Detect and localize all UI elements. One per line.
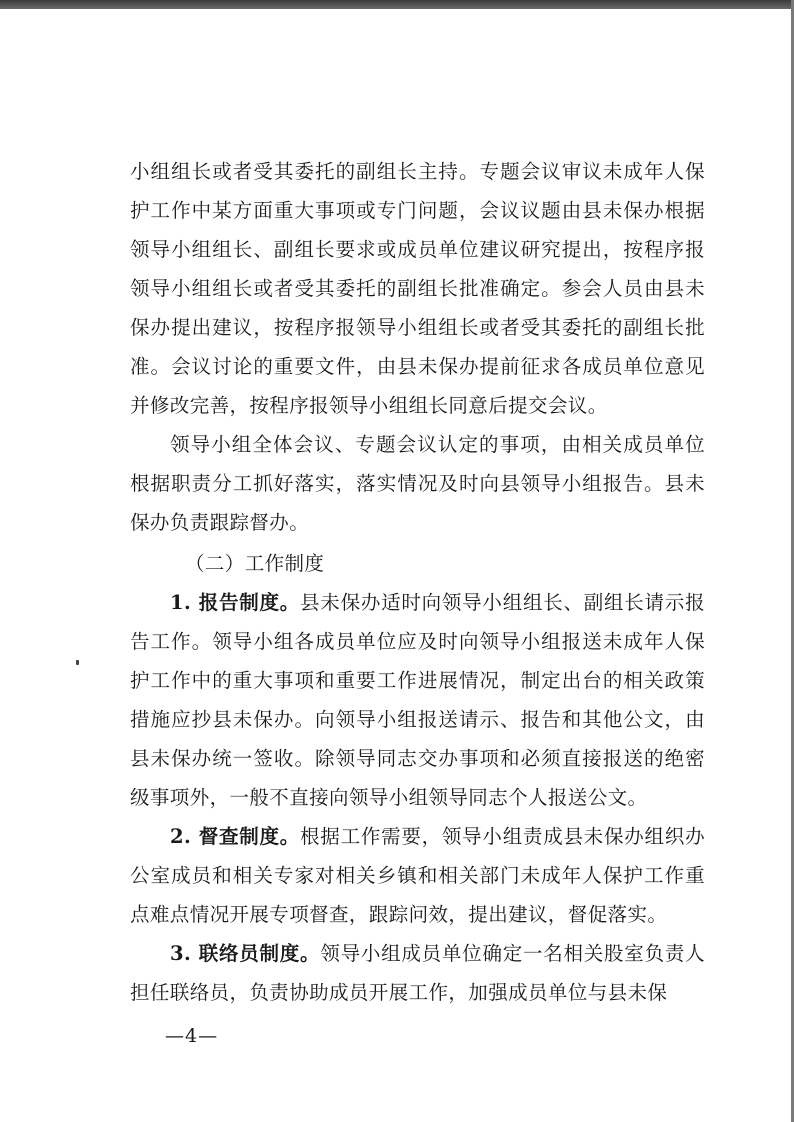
scan-top-edge — [0, 0, 794, 9]
item-supervision-lead: 2. 督查制度。 — [170, 825, 301, 848]
scan-speck — [76, 660, 79, 665]
item-supervision-text: 根据工作需要，领导小组责成县未保办组织办公室成员和相关专家对相关乡镇和相关部门未成年人保护工作重点难点情况开展专项督查，跟踪问效，提出建议，督促落实。 — [130, 825, 705, 926]
item-reporting-lead: 1. 报告制度。 — [170, 591, 301, 614]
item-reporting-system — [130, 583, 705, 817]
section-heading-work-systems: （二）工作制度 — [185, 552, 325, 575]
item-liaison-lead: 3. 联络员制度。 — [170, 942, 321, 965]
paragraph-implementation: 领导小组全体会议、专题会议认定的事项，由相关成员单位根据职责分工抓好落实，落实情况及时向县领导小组报告。县未保办负责跟踪督办。 — [130, 433, 705, 534]
item-liaison-system — [130, 934, 705, 1012]
item-liaison-text: 领导小组成员单位确定一名相关股室负责人担任联络员，负责协助成员开展工作，加强成员单位与县未保 — [130, 942, 705, 1004]
page-number: —4— — [165, 1025, 219, 1047]
document-body — [130, 152, 705, 1012]
item-reporting-text: 县未保办适时向领导小组组长、副组长请示报告工作。领导小组各成员单位应及时向领导小组报送未成年人保护工作中的重大事项和重要工作进展情况，制定出台的相关政策措施应抄县未保办。向领导小组报送请示、报告和其他公文，由县未保办统一签收。除领导同志交办事项和必须直接报送的绝密级事项外，一般不直接向领导小组领导同志个人报送公文。 — [130, 591, 705, 809]
paragraph-meeting-topics: 小组组长或者受其委托的副组长主持。专题会议审议未成年人保护工作中某方面重大事项或专门问题，会议议题由县未保办根据领导小组组长、副组长要求或成员单位建议研究提出，按程序报领导小组组长或者受其委托的副组长批准确定。参会人员由县未保办提出建议，按程序报领导小组组长或者受其委托的副组长批准。会议讨论的重要文件，由县未保办提前征求各成员单位意见并修改完善，按程序报领导小组组长同意后提交会议。 — [130, 160, 705, 417]
item-supervision-system — [130, 817, 705, 934]
